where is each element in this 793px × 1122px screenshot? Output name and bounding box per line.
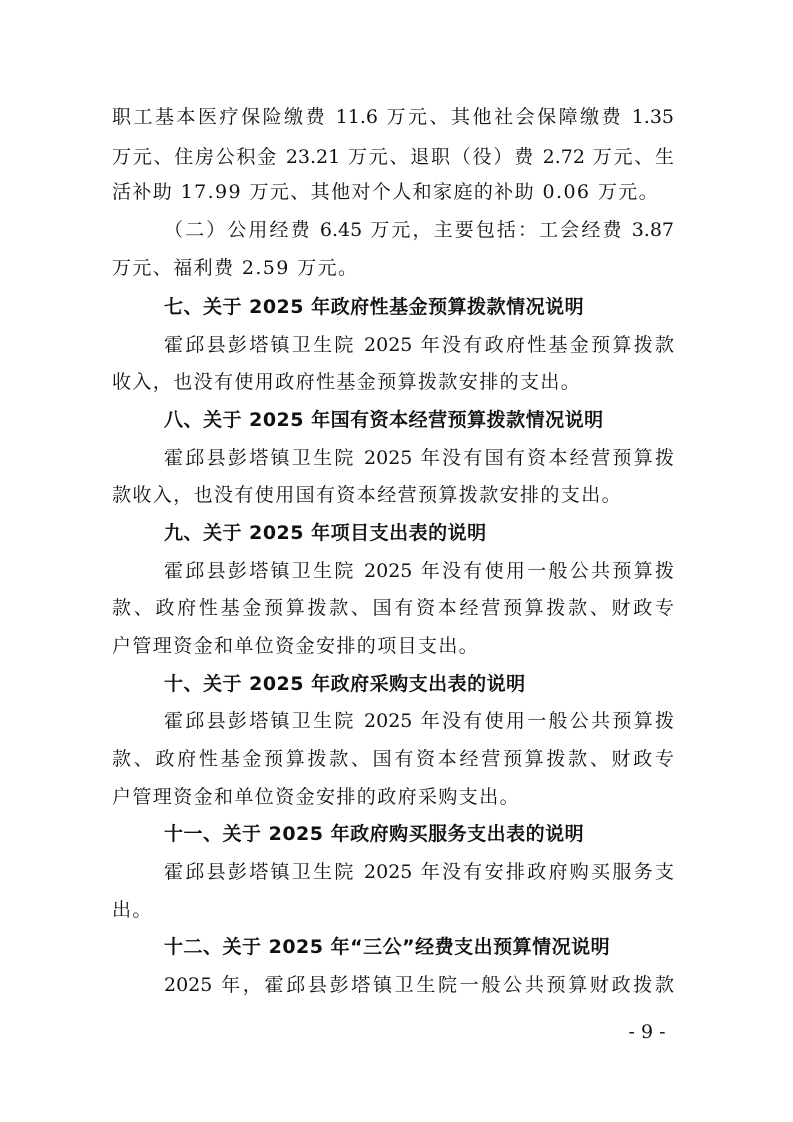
body-line-5: 万元、福利费 2.59 万元。 [112,257,359,279]
body-line-11: 款收入，也没有使用国有资本经营预算拨款安排的支出。 [112,484,623,506]
section-heading-7: 七、关于 2025 年政府性基金预算拨款情况说明 [164,296,585,318]
body-line-15: 户管理资金和单位资金安排的项目支出。 [112,635,480,657]
body-line-1: 职工基本医疗保险缴费 11.6 万元、其他社会保障缴费 1.35 [112,106,674,128]
section-heading-11: 十一、关于 2025 年政府购买服务支出表的说明 [164,823,585,845]
body-line-19: 户管理资金和单位资金安排的政府采购支出。 [112,786,521,808]
section-heading-9: 九、关于 2025 年项目支出表的说明 [164,522,487,544]
body-line-2: 万元、住房公积金 23.21 万元、退职（役）费 2.72 万元、生 [112,146,674,168]
body-line-8: 收入，也没有使用政府性基金预算拨款安排的支出。 [112,371,582,393]
body-line-3: 活补助 17.99 万元、其他对个人和家庭的补助 0.06 万元。 [112,181,660,203]
body-line-7: 霍邱县彭塔镇卫生院 2025 年没有政府性基金预算拨款 [164,334,674,356]
section-heading-8: 八、关于 2025 年国有资本经营预算拨款情况说明 [164,409,604,431]
section-heading-10: 十、关于 2025 年政府采购支出表的说明 [164,673,526,695]
body-line-24: 2025 年，霍邱县彭塔镇卫生院一般公共预算财政拨款 [164,974,674,996]
body-line-14: 款、政府性基金预算拨款、国有资本经营预算拨款、财政专 [112,597,674,619]
body-line-22: 出。 [112,899,153,921]
body-line-18: 款、政府性基金预算拨款、国有资本经营预算拨款、财政专 [112,748,674,770]
section-heading-12: 十二、关于 2025 年“三公”经费支出预算情况说明 [164,936,611,958]
body-line-21: 霍邱县彭塔镇卫生院 2025 年没有安排政府购买服务支 [164,861,674,883]
body-line-17: 霍邱县彭塔镇卫生院 2025 年没有使用一般公共预算拨 [164,710,674,732]
page-number: - 9 - [628,1021,666,1043]
body-line-13: 霍邱县彭塔镇卫生院 2025 年没有使用一般公共预算拨 [164,560,674,582]
body-line-10: 霍邱县彭塔镇卫生院 2025 年没有国有资本经营预算拨 [164,447,674,469]
body-line-4: （二）公用经费 6.45 万元，主要包括：工会经费 3.87 [164,219,674,241]
